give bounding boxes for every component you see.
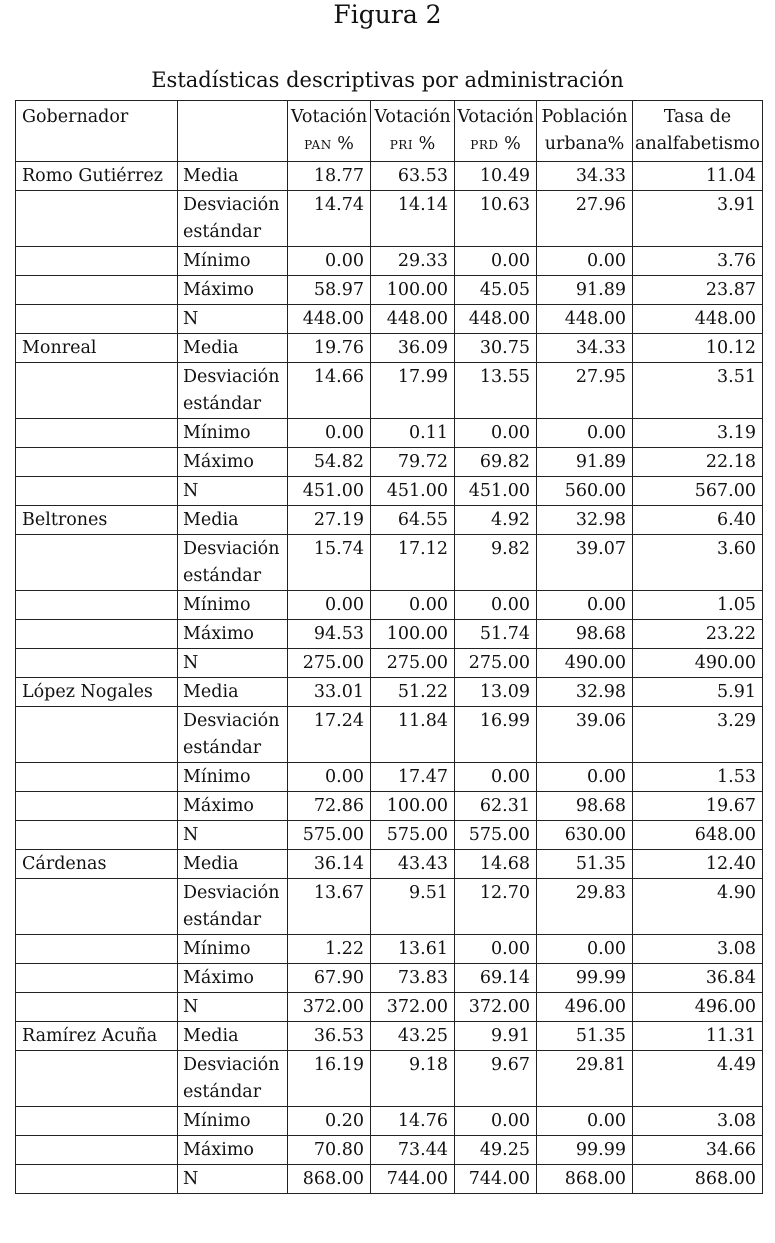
table-row bbox=[16, 821, 763, 850]
value-cell: 13.67 bbox=[288, 879, 371, 935]
value-cell: 98.68 bbox=[537, 620, 633, 649]
table-row bbox=[16, 1165, 763, 1194]
table-row bbox=[16, 448, 763, 477]
value-cell: 3.08 bbox=[633, 935, 763, 964]
value-cell: 0.00 bbox=[288, 591, 371, 620]
gobernador-cell bbox=[16, 763, 178, 792]
value-cell: 17.99 bbox=[371, 363, 455, 419]
value-cell: 0.00 bbox=[455, 1107, 537, 1136]
value-cell: 15.74 bbox=[288, 535, 371, 591]
value-cell: 67.90 bbox=[288, 964, 371, 993]
value-cell: 29.33 bbox=[371, 247, 455, 276]
stat-desviacion-label: Desviación estándar bbox=[178, 1051, 288, 1107]
value-cell: 3.51 bbox=[633, 363, 763, 419]
gobernador-cell bbox=[16, 477, 178, 506]
value-cell: 3.08 bbox=[633, 1107, 763, 1136]
header-row bbox=[16, 101, 763, 162]
value-cell: 43.43 bbox=[371, 850, 455, 879]
value-cell: 744.00 bbox=[455, 1165, 537, 1194]
value-cell: 73.83 bbox=[371, 964, 455, 993]
value-cell: 22.18 bbox=[633, 448, 763, 477]
value-cell: 13.09 bbox=[455, 678, 537, 707]
gobernador-cell bbox=[16, 1136, 178, 1165]
value-cell: 372.00 bbox=[455, 993, 537, 1022]
value-cell: 451.00 bbox=[288, 477, 371, 506]
value-cell: 0.00 bbox=[537, 763, 633, 792]
value-cell: 62.31 bbox=[455, 792, 537, 821]
value-cell: 868.00 bbox=[633, 1165, 763, 1194]
table-row bbox=[16, 649, 763, 678]
value-cell: 13.55 bbox=[455, 363, 537, 419]
value-cell: 45.05 bbox=[455, 276, 537, 305]
gobernador-cell bbox=[16, 879, 178, 935]
value-cell: 100.00 bbox=[371, 792, 455, 821]
stat-media-label: Media bbox=[178, 506, 288, 535]
value-cell: 34.33 bbox=[537, 334, 633, 363]
value-cell: 9.18 bbox=[371, 1051, 455, 1107]
gobernador-cell bbox=[16, 1165, 178, 1194]
value-cell: 18.77 bbox=[288, 162, 371, 191]
gobernador-cell bbox=[16, 247, 178, 276]
table-row bbox=[16, 1107, 763, 1136]
stat-maximo-label: Máximo bbox=[178, 1136, 288, 1165]
value-cell: 10.63 bbox=[455, 191, 537, 247]
gobernador-cell bbox=[16, 448, 178, 477]
header-votacion-prd: Votación PRD % bbox=[455, 101, 537, 162]
figure-title: Figura 2 bbox=[333, 0, 442, 29]
value-cell: 448.00 bbox=[455, 305, 537, 334]
value-cell: 51.35 bbox=[537, 1022, 633, 1051]
value-cell: 64.55 bbox=[371, 506, 455, 535]
table-row bbox=[16, 591, 763, 620]
header-tasa-analfabetismo: Tasa de analfabetismo bbox=[633, 101, 763, 162]
value-cell: 36.84 bbox=[633, 964, 763, 993]
value-cell: 448.00 bbox=[288, 305, 371, 334]
table-row bbox=[16, 792, 763, 821]
value-cell: 70.80 bbox=[288, 1136, 371, 1165]
gobernador-cell bbox=[16, 993, 178, 1022]
value-cell: 30.75 bbox=[455, 334, 537, 363]
value-cell: 9.82 bbox=[455, 535, 537, 591]
value-cell: 34.66 bbox=[633, 1136, 763, 1165]
value-cell: 16.19 bbox=[288, 1051, 371, 1107]
value-cell: 13.61 bbox=[371, 935, 455, 964]
value-cell: 12.40 bbox=[633, 850, 763, 879]
value-cell: 451.00 bbox=[371, 477, 455, 506]
table-row bbox=[16, 506, 763, 535]
table-row bbox=[16, 935, 763, 964]
gobernador-cell: Monreal bbox=[16, 334, 178, 363]
stat-n-label: N bbox=[178, 305, 288, 334]
value-cell: 560.00 bbox=[537, 477, 633, 506]
value-cell: 6.40 bbox=[633, 506, 763, 535]
stat-n-label: N bbox=[178, 993, 288, 1022]
value-cell: 630.00 bbox=[537, 821, 633, 850]
value-cell: 0.20 bbox=[288, 1107, 371, 1136]
descriptive-stats-table bbox=[15, 100, 763, 1194]
value-cell: 0.00 bbox=[288, 763, 371, 792]
value-cell: 98.68 bbox=[537, 792, 633, 821]
gobernador-cell bbox=[16, 419, 178, 448]
value-cell: 11.84 bbox=[371, 707, 455, 763]
value-cell: 868.00 bbox=[288, 1165, 371, 1194]
table-caption: Estadísticas descriptivas por administración bbox=[151, 68, 624, 92]
table-row bbox=[16, 1136, 763, 1165]
value-cell: 72.86 bbox=[288, 792, 371, 821]
gobernador-cell bbox=[16, 620, 178, 649]
header-stat bbox=[178, 101, 288, 162]
value-cell: 23.22 bbox=[633, 620, 763, 649]
value-cell: 23.87 bbox=[633, 276, 763, 305]
value-cell: 496.00 bbox=[537, 993, 633, 1022]
value-cell: 275.00 bbox=[371, 649, 455, 678]
table-row bbox=[16, 678, 763, 707]
table-row bbox=[16, 620, 763, 649]
value-cell: 99.99 bbox=[537, 1136, 633, 1165]
stat-minimo-label: Mínimo bbox=[178, 763, 288, 792]
stat-minimo-label: Mínimo bbox=[178, 591, 288, 620]
value-cell: 0.00 bbox=[371, 591, 455, 620]
stat-minimo-label: Mínimo bbox=[178, 935, 288, 964]
value-cell: 9.67 bbox=[455, 1051, 537, 1107]
value-cell: 11.31 bbox=[633, 1022, 763, 1051]
value-cell: 29.83 bbox=[537, 879, 633, 935]
table-row bbox=[16, 879, 763, 935]
table-row bbox=[16, 850, 763, 879]
value-cell: 448.00 bbox=[537, 305, 633, 334]
value-cell: 0.00 bbox=[537, 591, 633, 620]
stat-desviacion-label: Desviación estándar bbox=[178, 191, 288, 247]
value-cell: 0.11 bbox=[371, 419, 455, 448]
value-cell: 99.99 bbox=[537, 964, 633, 993]
stat-media-label: Media bbox=[178, 1022, 288, 1051]
gobernador-cell bbox=[16, 363, 178, 419]
table-row bbox=[16, 276, 763, 305]
value-cell: 0.00 bbox=[455, 419, 537, 448]
table-row bbox=[16, 1022, 763, 1051]
value-cell: 744.00 bbox=[371, 1165, 455, 1194]
table-row bbox=[16, 363, 763, 419]
value-cell: 9.51 bbox=[371, 879, 455, 935]
gobernador-cell bbox=[16, 964, 178, 993]
value-cell: 575.00 bbox=[455, 821, 537, 850]
gobernador-cell bbox=[16, 191, 178, 247]
value-cell: 3.19 bbox=[633, 419, 763, 448]
value-cell: 4.92 bbox=[455, 506, 537, 535]
value-cell: 16.99 bbox=[455, 707, 537, 763]
value-cell: 0.00 bbox=[537, 1107, 633, 1136]
value-cell: 29.81 bbox=[537, 1051, 633, 1107]
value-cell: 36.09 bbox=[371, 334, 455, 363]
value-cell: 14.66 bbox=[288, 363, 371, 419]
value-cell: 27.96 bbox=[537, 191, 633, 247]
value-cell: 33.01 bbox=[288, 678, 371, 707]
value-cell: 490.00 bbox=[633, 649, 763, 678]
gobernador-cell bbox=[16, 649, 178, 678]
value-cell: 100.00 bbox=[371, 620, 455, 649]
gobernador-cell bbox=[16, 535, 178, 591]
stat-media-label: Media bbox=[178, 678, 288, 707]
value-cell: 51.74 bbox=[455, 620, 537, 649]
gobernador-cell bbox=[16, 707, 178, 763]
table-row bbox=[16, 993, 763, 1022]
value-cell: 49.25 bbox=[455, 1136, 537, 1165]
stat-minimo-label: Mínimo bbox=[178, 247, 288, 276]
value-cell: 1.53 bbox=[633, 763, 763, 792]
header-poblacion-urbana: Población urbana% bbox=[537, 101, 633, 162]
value-cell: 10.49 bbox=[455, 162, 537, 191]
value-cell: 0.00 bbox=[537, 935, 633, 964]
value-cell: 19.67 bbox=[633, 792, 763, 821]
table-row bbox=[16, 247, 763, 276]
header-votacion-pan: Votación PAN % bbox=[288, 101, 371, 162]
value-cell: 91.89 bbox=[537, 448, 633, 477]
value-cell: 39.06 bbox=[537, 707, 633, 763]
header-votacion-pri: Votación PRI % bbox=[371, 101, 455, 162]
value-cell: 19.76 bbox=[288, 334, 371, 363]
stat-minimo-label: Mínimo bbox=[178, 1107, 288, 1136]
value-cell: 58.97 bbox=[288, 276, 371, 305]
value-cell: 63.53 bbox=[371, 162, 455, 191]
value-cell: 69.82 bbox=[455, 448, 537, 477]
value-cell: 3.60 bbox=[633, 535, 763, 591]
value-cell: 69.14 bbox=[455, 964, 537, 993]
stat-desviacion-label: Desviación estándar bbox=[178, 707, 288, 763]
value-cell: 0.00 bbox=[455, 763, 537, 792]
header-gobernador: Gobernador bbox=[16, 101, 178, 162]
stat-desviacion-label: Desviación estándar bbox=[178, 535, 288, 591]
value-cell: 372.00 bbox=[288, 993, 371, 1022]
stat-n-label: N bbox=[178, 1165, 288, 1194]
value-cell: 14.74 bbox=[288, 191, 371, 247]
table-row bbox=[16, 162, 763, 191]
table-row bbox=[16, 535, 763, 591]
value-cell: 27.95 bbox=[537, 363, 633, 419]
stat-maximo-label: Máximo bbox=[178, 964, 288, 993]
value-cell: 9.91 bbox=[455, 1022, 537, 1051]
value-cell: 17.24 bbox=[288, 707, 371, 763]
value-cell: 496.00 bbox=[633, 993, 763, 1022]
value-cell: 575.00 bbox=[371, 821, 455, 850]
value-cell: 3.29 bbox=[633, 707, 763, 763]
gobernador-cell: Ramírez Acuña bbox=[16, 1022, 178, 1051]
stat-desviacion-label: Desviación estándar bbox=[178, 363, 288, 419]
gobernador-cell: López Nogales bbox=[16, 678, 178, 707]
value-cell: 0.00 bbox=[537, 419, 633, 448]
value-cell: 11.04 bbox=[633, 162, 763, 191]
value-cell: 34.33 bbox=[537, 162, 633, 191]
stat-n-label: N bbox=[178, 821, 288, 850]
value-cell: 3.91 bbox=[633, 191, 763, 247]
gobernador-cell: Cárdenas bbox=[16, 850, 178, 879]
gobernador-cell bbox=[16, 276, 178, 305]
gobernador-cell bbox=[16, 792, 178, 821]
stat-maximo-label: Máximo bbox=[178, 448, 288, 477]
stat-desviacion-label: Desviación estándar bbox=[178, 879, 288, 935]
value-cell: 51.35 bbox=[537, 850, 633, 879]
value-cell: 0.00 bbox=[455, 591, 537, 620]
value-cell: 448.00 bbox=[371, 305, 455, 334]
table-row bbox=[16, 1051, 763, 1107]
value-cell: 490.00 bbox=[537, 649, 633, 678]
value-cell: 3.76 bbox=[633, 247, 763, 276]
stat-n-label: N bbox=[178, 477, 288, 506]
value-cell: 448.00 bbox=[633, 305, 763, 334]
value-cell: 0.00 bbox=[455, 247, 537, 276]
stat-maximo-label: Máximo bbox=[178, 792, 288, 821]
value-cell: 868.00 bbox=[537, 1165, 633, 1194]
gobernador-cell bbox=[16, 1051, 178, 1107]
value-cell: 39.07 bbox=[537, 535, 633, 591]
gobernador-cell: Beltrones bbox=[16, 506, 178, 535]
value-cell: 91.89 bbox=[537, 276, 633, 305]
gobernador-cell bbox=[16, 1107, 178, 1136]
table-row bbox=[16, 305, 763, 334]
table-row bbox=[16, 334, 763, 363]
value-cell: 36.53 bbox=[288, 1022, 371, 1051]
value-cell: 451.00 bbox=[455, 477, 537, 506]
value-cell: 94.53 bbox=[288, 620, 371, 649]
value-cell: 372.00 bbox=[371, 993, 455, 1022]
gobernador-cell bbox=[16, 591, 178, 620]
value-cell: 0.00 bbox=[455, 935, 537, 964]
table-row bbox=[16, 964, 763, 993]
table-row bbox=[16, 707, 763, 763]
value-cell: 0.00 bbox=[288, 247, 371, 276]
value-cell: 10.12 bbox=[633, 334, 763, 363]
value-cell: 17.47 bbox=[371, 763, 455, 792]
table-row bbox=[16, 477, 763, 506]
value-cell: 275.00 bbox=[288, 649, 371, 678]
stat-media-label: Media bbox=[178, 850, 288, 879]
table-row bbox=[16, 191, 763, 247]
table-row bbox=[16, 763, 763, 792]
value-cell: 100.00 bbox=[371, 276, 455, 305]
value-cell: 73.44 bbox=[371, 1136, 455, 1165]
stat-n-label: N bbox=[178, 649, 288, 678]
gobernador-cell bbox=[16, 821, 178, 850]
value-cell: 12.70 bbox=[455, 879, 537, 935]
value-cell: 5.91 bbox=[633, 678, 763, 707]
value-cell: 575.00 bbox=[288, 821, 371, 850]
value-cell: 54.82 bbox=[288, 448, 371, 477]
value-cell: 0.00 bbox=[537, 247, 633, 276]
table-row bbox=[16, 419, 763, 448]
value-cell: 0.00 bbox=[288, 419, 371, 448]
stat-maximo-label: Máximo bbox=[178, 620, 288, 649]
value-cell: 79.72 bbox=[371, 448, 455, 477]
value-cell: 14.76 bbox=[371, 1107, 455, 1136]
value-cell: 1.22 bbox=[288, 935, 371, 964]
value-cell: 648.00 bbox=[633, 821, 763, 850]
value-cell: 51.22 bbox=[371, 678, 455, 707]
stat-minimo-label: Mínimo bbox=[178, 419, 288, 448]
value-cell: 32.98 bbox=[537, 678, 633, 707]
value-cell: 14.68 bbox=[455, 850, 537, 879]
value-cell: 14.14 bbox=[371, 191, 455, 247]
gobernador-cell bbox=[16, 935, 178, 964]
value-cell: 4.90 bbox=[633, 879, 763, 935]
stat-maximo-label: Máximo bbox=[178, 276, 288, 305]
table-body bbox=[16, 162, 763, 1194]
value-cell: 4.49 bbox=[633, 1051, 763, 1107]
value-cell: 275.00 bbox=[455, 649, 537, 678]
value-cell: 567.00 bbox=[633, 477, 763, 506]
value-cell: 27.19 bbox=[288, 506, 371, 535]
value-cell: 36.14 bbox=[288, 850, 371, 879]
value-cell: 1.05 bbox=[633, 591, 763, 620]
value-cell: 32.98 bbox=[537, 506, 633, 535]
stat-media-label: Media bbox=[178, 162, 288, 191]
gobernador-cell bbox=[16, 305, 178, 334]
gobernador-cell: Romo Gutiérrez bbox=[16, 162, 178, 191]
stat-media-label: Media bbox=[178, 334, 288, 363]
value-cell: 43.25 bbox=[371, 1022, 455, 1051]
value-cell: 17.12 bbox=[371, 535, 455, 591]
